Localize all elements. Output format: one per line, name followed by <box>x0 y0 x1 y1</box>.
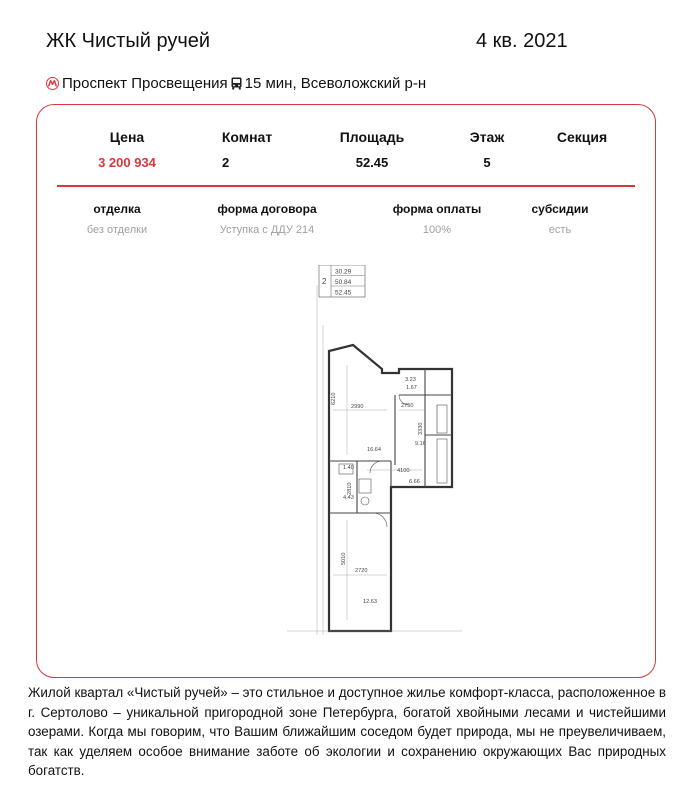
plan-area-wo: 50.84 <box>335 279 352 286</box>
svg-text:6.66: 6.66 <box>409 479 420 485</box>
param-rooms <box>197 129 297 170</box>
param-area <box>322 129 422 170</box>
term-label: субсидии <box>531 202 589 216</box>
svg-text:5010: 5010 <box>341 552 347 565</box>
purchase-terms <box>37 202 655 242</box>
param-label: Цена <box>109 129 145 145</box>
term-label: форма договора <box>217 202 317 216</box>
plan-area-living: 30.29 <box>335 268 352 276</box>
apartment-params <box>37 129 655 179</box>
completion-date: 4 кв. 2021 <box>476 30 568 52</box>
term-value: 100% <box>422 224 452 236</box>
term-value: без отделки <box>86 224 148 236</box>
plan-dimension-lines <box>287 285 462 635</box>
term-contract <box>197 202 337 236</box>
svg-text:2990: 2990 <box>351 404 364 410</box>
svg-text:3.23: 3.23 <box>405 377 416 383</box>
area-legend <box>319 265 365 297</box>
term-payment <box>377 202 497 236</box>
param-label: Этаж <box>469 129 505 145</box>
param-section <box>532 129 632 155</box>
svg-text:6210: 6210 <box>331 392 337 405</box>
area-value: 52.45 <box>355 155 389 170</box>
term-label: отделка <box>93 202 141 216</box>
metro-station: Проспект Просвещения <box>62 74 228 92</box>
svg-text:9.16: 9.16 <box>415 441 426 447</box>
param-label: Площадь <box>339 129 405 145</box>
svg-text:2810: 2810 <box>347 482 353 495</box>
svg-text:1.67: 1.67 <box>406 385 417 391</box>
bus-icon <box>231 77 242 90</box>
plan-area-total: 52.45 <box>335 289 352 297</box>
svg-text:1.40: 1.40 <box>343 465 354 471</box>
param-floor <box>437 129 537 170</box>
term-subsidy <box>510 202 610 236</box>
term-label: форма оплаты <box>392 202 482 216</box>
complex-name: ЖК Чистый ручей <box>46 30 211 52</box>
term-value: есть <box>548 224 572 236</box>
apartment-card <box>36 104 656 678</box>
param-price <box>77 129 177 170</box>
svg-text:2750: 2750 <box>401 403 414 409</box>
location-line <box>46 74 426 92</box>
svg-text:12.63: 12.63 <box>363 599 377 605</box>
param-label: Комнат <box>221 129 273 145</box>
floor-value: 5 <box>483 155 491 170</box>
price-value: 3 200 934 <box>98 155 156 170</box>
rooms-value: 2 <box>222 155 230 170</box>
svg-text:4.43: 4.43 <box>343 495 354 501</box>
term-finishing <box>67 202 167 236</box>
svg-text:4100: 4100 <box>397 468 410 474</box>
transport-time: 15 мин <box>244 74 293 92</box>
term-value: Уступка с ДДУ 214 <box>219 224 315 236</box>
divider <box>57 185 635 187</box>
district: , Всеволожский р-н <box>292 74 427 92</box>
complex-description: Жилой квартал «Чистый ручей» – это стильное и доступное жилье комфорт-класса, расположенное в г. Сертолово – уникальной пригородной зоне Петербурга, богатой хвойными лесами и чистейшими озерами. Когда мы говорим, что Вашим ближайшим соседом будет природа, мы не преувеличиваем, так как уделяем особое внимание заботе об экологии и сохранению окружающих Вас природных богатств. <box>28 685 666 779</box>
metro-logo-icon <box>46 77 59 90</box>
param-label: Секция <box>556 129 608 145</box>
svg-text:16.64: 16.64 <box>367 447 381 453</box>
listing-header <box>46 30 586 56</box>
plan-rooms-count: 2 <box>322 277 327 286</box>
svg-text:2720: 2720 <box>355 568 368 574</box>
plan-dimension-labels <box>331 377 426 605</box>
floor-plan <box>287 265 462 635</box>
svg-text:3330: 3330 <box>418 422 424 435</box>
